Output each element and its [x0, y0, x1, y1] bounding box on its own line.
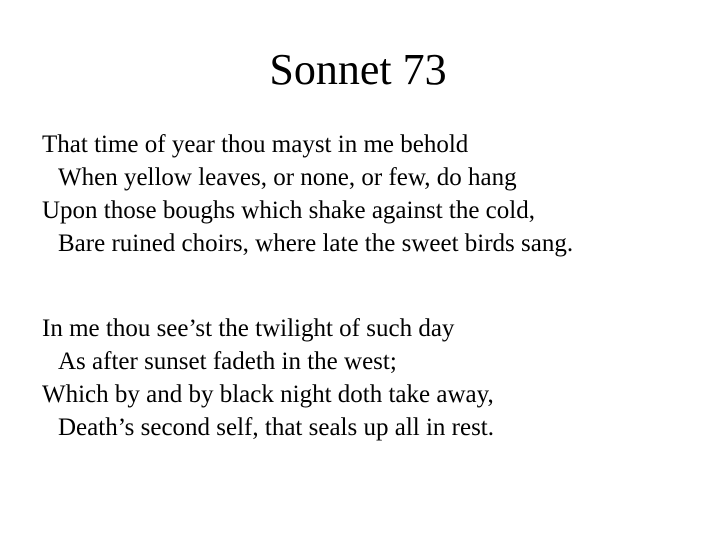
stanza-2 — [42, 312, 702, 444]
poem-line: Which by and by black night doth take away, — [42, 381, 494, 408]
poem-line: Death’s second self, that seals up all in rest. — [58, 414, 494, 441]
poem-line: Bare ruined choirs, where late the sweet birds sang. — [58, 230, 574, 257]
poem-line: Upon those boughs which shake against the cold, — [42, 197, 535, 224]
poem-line: That time of year thou mayst in me behold — [42, 131, 469, 158]
poem-line: In me thou see’st the twilight of such day — [42, 315, 455, 342]
slide-title — [0, 40, 720, 100]
stanza-1 — [42, 128, 702, 260]
poem-line: When yellow leaves, or none, or few, do hang — [58, 164, 517, 191]
poem-line: As after sunset fadeth in the west; — [58, 348, 397, 375]
title-text: Sonnet 73 — [269, 45, 447, 94]
